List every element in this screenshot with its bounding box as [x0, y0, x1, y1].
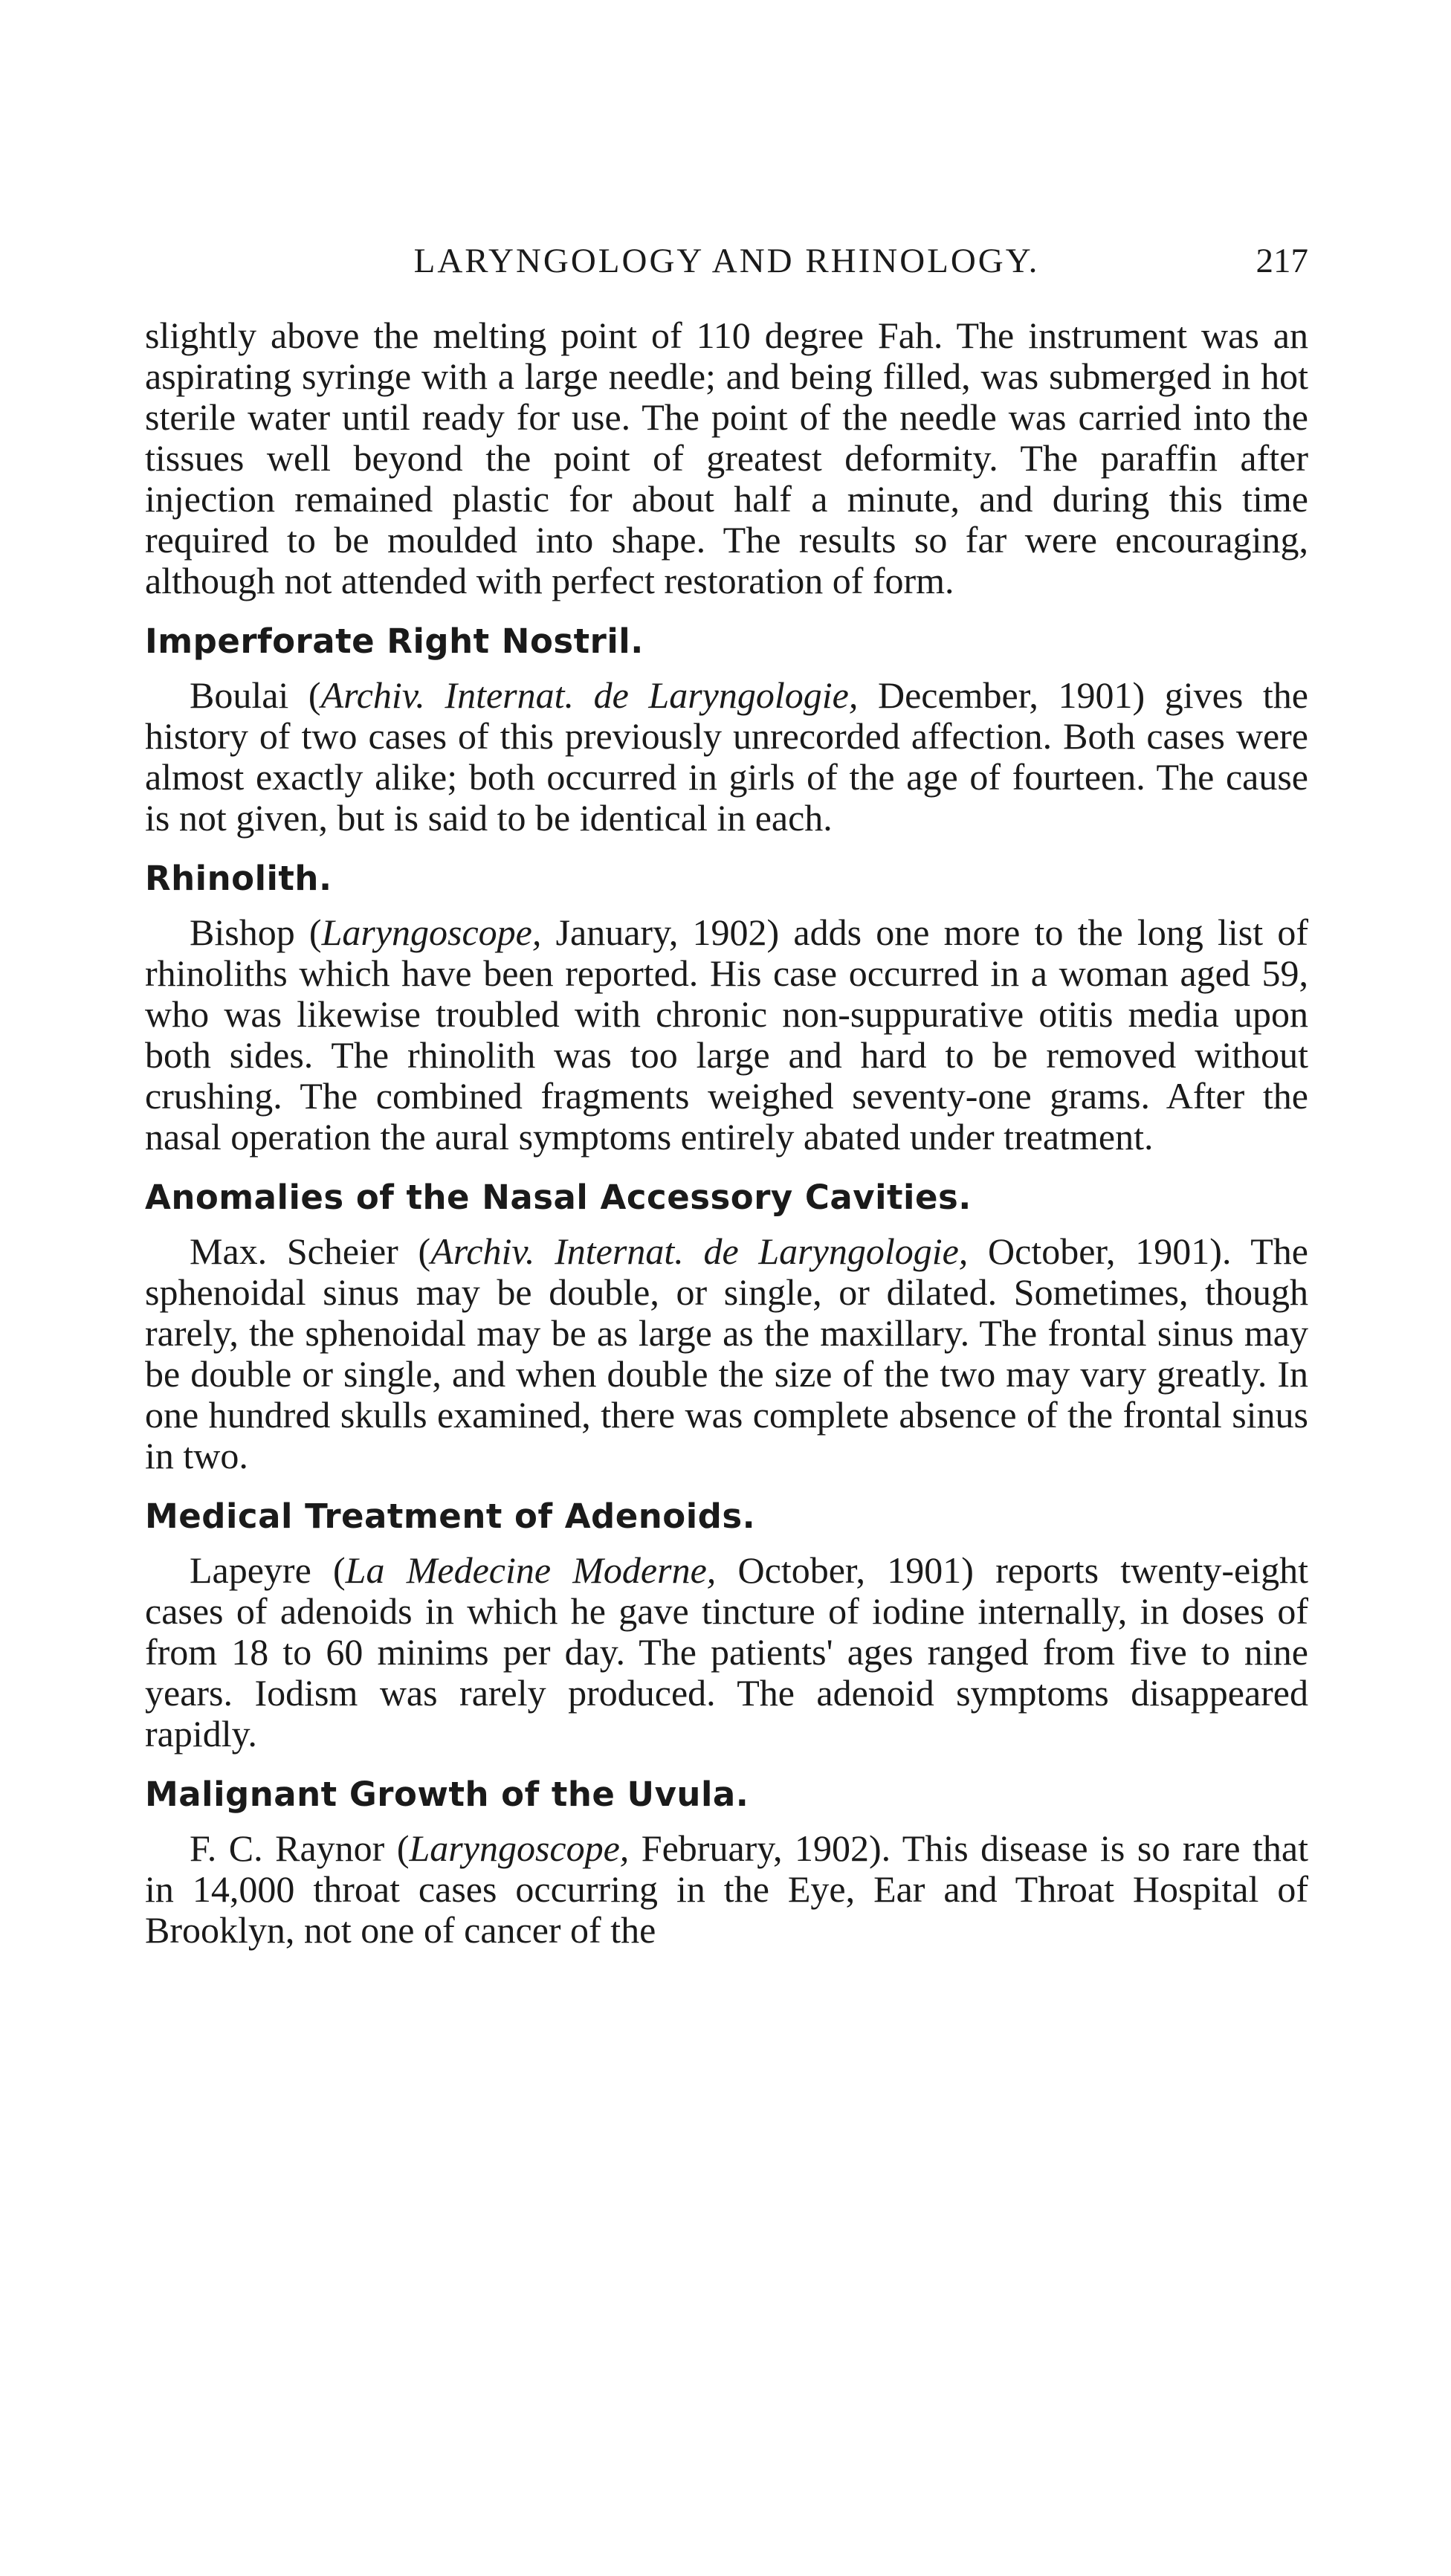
section-paragraph [145, 1550, 1308, 1755]
section-paragraph [145, 912, 1308, 1158]
author: F. C. Raynor ( [190, 1827, 410, 1869]
section-paragraph [145, 1231, 1308, 1476]
source-title: Archiv. Internat. de Laryngologie, [320, 674, 859, 716]
section-heading: Imperforate Right Nostril. [145, 622, 644, 661]
section-medical-treatment-adenoids [145, 1494, 1308, 1755]
source-title: Laryngoscope, [321, 911, 542, 953]
page-body [145, 315, 1308, 1951]
source-title: La Medecine Moderne, [345, 1549, 717, 1591]
section-paragraph [145, 675, 1308, 839]
body-text: October, 1901) reports twenty-eight cases of adenoids in which he gave tincture of iodine internally, in doses of from 18 to 60 minims per day. The patients' ages ranged from five to nine years. Iodism was rarely produced. The adenoid symptoms disappeared rapidly. [145, 1549, 1308, 1755]
author: Max. Scheier ( [190, 1230, 431, 1272]
section-heading: Malignant Growth of the Uvula. [145, 1775, 749, 1814]
section-nasal-accessory-cavities [145, 1175, 1308, 1476]
source-title: Archiv. Internat. de Laryngologie, [430, 1230, 969, 1272]
page-number: 217 [1256, 242, 1308, 280]
section-heading: Medical Treatment of Adenoids. [145, 1497, 756, 1536]
section-paragraph [145, 1828, 1308, 1951]
section-heading: Rhinolith. [145, 859, 332, 898]
section-malignant-growth-uvula [145, 1772, 1308, 1951]
author: Boulai ( [190, 674, 321, 716]
author: Lapeyre ( [190, 1549, 346, 1591]
intro-paragraph: slightly above the melting point of 110 degree Fah. The instrument was an aspirating syringe with a large needle; and being filled, was submerged in hot sterile water until ready for use. The point of the needle was carried into the tissues well beyond the point of greatest deformity. The paraffin after injection remained plastic for about half a minute, and during this time required to be moulded into shape. The results so far were encouraging, although not attended with perfect restoration of form. [145, 314, 1308, 601]
source-title: Laryngoscope, [409, 1827, 630, 1869]
section-rhinolith [145, 856, 1308, 1158]
body-text: December, 1901) gives the history of two cases of this previously unrecorded affection. Both cases were almost exactly alike; both occurred in girls of the age of fourteen. The cause is not given, but is said to be identical in each. [145, 674, 1308, 839]
section-imperforate-right-nostril [145, 619, 1308, 839]
page-header [145, 236, 1308, 285]
body-text: February, 1902). This disease is so rare that in 14,000 throat cases occurring in the Eye, Ear and Throat Hospital of Brooklyn, not one of cancer of the [145, 1827, 1308, 1951]
running-head: LARYNGOLOGY AND RHINOLOGY. [413, 242, 1040, 280]
author: Bishop ( [190, 911, 322, 953]
body-text: October, 1901). The sphenoidal sinus may be double, or single, or dilated. Sometimes, though rarely, the sphenoidal may be as large as the maxillary. The frontal sinus may be double or single, and when double the size of the two may vary greatly. In one hundred skulls examined, there was complete absence of the frontal sinus in two. [145, 1230, 1308, 1476]
body-text: January, 1902) adds one more to the long list of rhinoliths which have been reported. His case occurred in a woman aged 59, who was likewise troubled with chronic non-suppurative otitis media upon both sides. The rhinolith was too large and hard to be removed without crushing. The combined fragments weighed seventy-one grams. After the nasal operation the aural symptoms entirely abated under treatment. [145, 911, 1309, 1158]
section-heading: Anomalies of the Nasal Accessory Cavities. [145, 1178, 972, 1217]
